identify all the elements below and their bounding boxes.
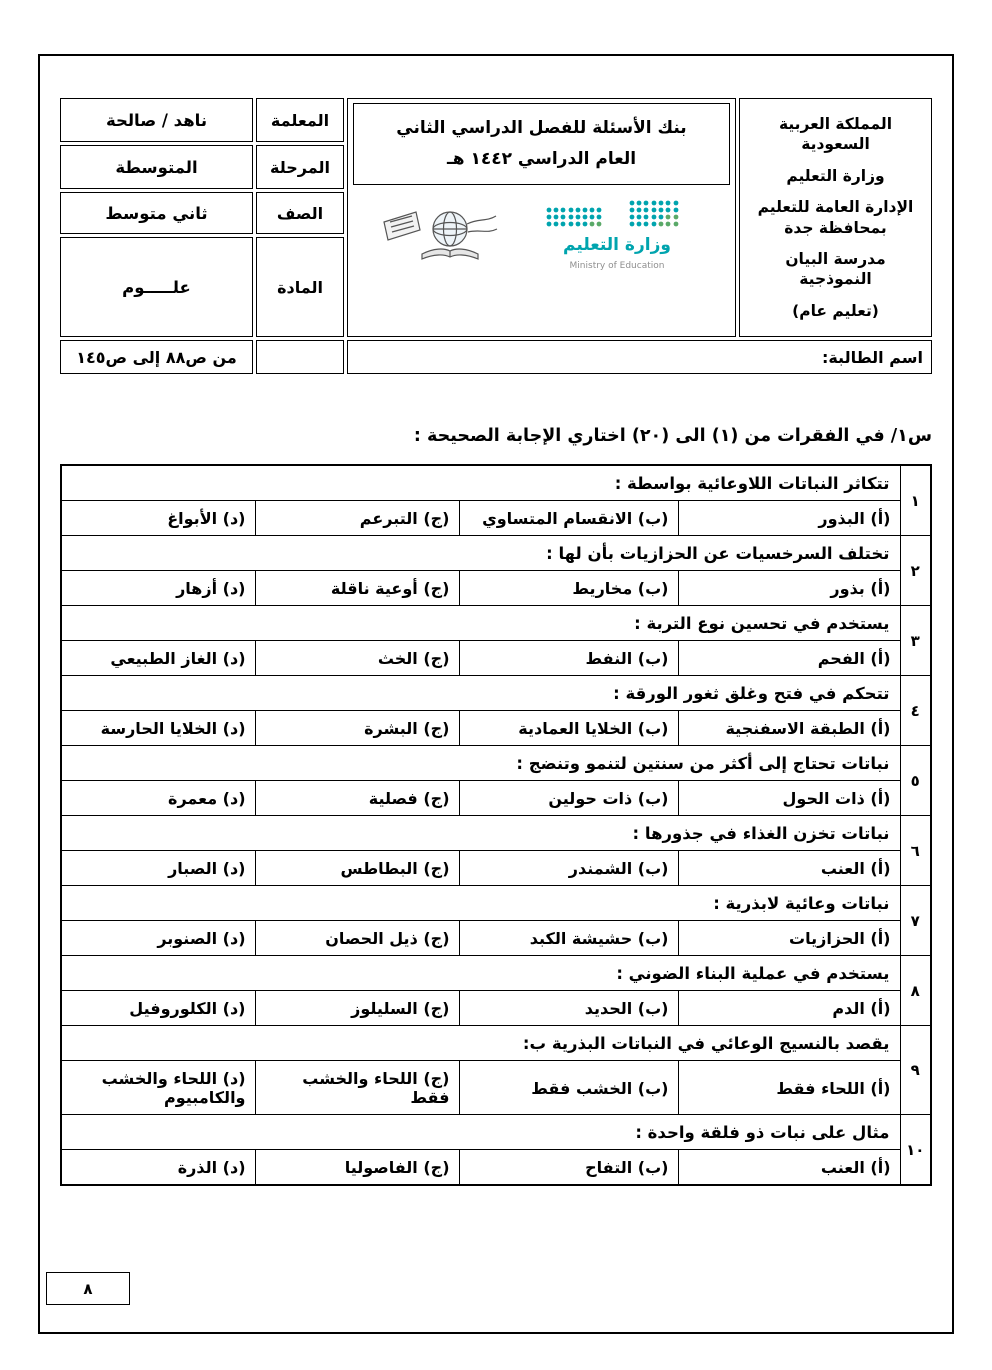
question-text: نباتات تحتاج إلى أكثر من سنتين لتنمو وتنضج : [61, 746, 900, 781]
option-c: (ج) ذيل الحصان [255, 921, 459, 956]
option-b: (ب) النفط [459, 641, 678, 676]
options-row [61, 711, 931, 746]
question-text: تتحكم في فتح وغلق ثغور الورقة : [61, 676, 900, 711]
option-b: (ب) الشمندر [459, 851, 678, 886]
question-text: نباتات تخزن الغذاء في جذورها : [61, 816, 900, 851]
option-d: (د) معمرة [61, 781, 255, 816]
option-a: (أ) الحزازيات [678, 921, 900, 956]
question-number: ٢ [900, 536, 931, 606]
moe-logo-english-text: Ministry of Education [569, 261, 665, 272]
option-b: (ب) التفاح [459, 1150, 678, 1186]
option-a: (أ) الدم [678, 991, 900, 1026]
question-number: ٧ [900, 886, 931, 956]
question-number: ٣ [900, 606, 931, 676]
field-value-stage: المتوسطة [60, 145, 253, 189]
option-d: (د) الصنوبر [61, 921, 255, 956]
student-name-label: اسم الطالبة: [347, 340, 932, 374]
options-row [61, 781, 931, 816]
options-row [61, 991, 931, 1026]
option-c: (ج) فصلية [255, 781, 459, 816]
question-text: مثال على نبات ذو فلقة واحدة : [61, 1115, 900, 1150]
question-text: تختلف السرخسيات عن الحزازيات بأن لها : [61, 536, 900, 571]
title-and-logos-cell [347, 98, 736, 337]
option-d: (د) الذرة [61, 1150, 255, 1186]
option-a: (أ) العنب [678, 1150, 900, 1186]
question-text: نباتات وعائية لابذرية : [61, 886, 900, 921]
option-a: (أ) ذات الحول [678, 781, 900, 816]
page-number: ٨ [83, 1279, 93, 1298]
options-row [61, 1150, 931, 1186]
option-d: (د) أزهار [61, 571, 255, 606]
options-row [61, 501, 931, 536]
option-c: (ج) السليلوز [255, 991, 459, 1026]
page-number-box [46, 1272, 130, 1305]
field-label-stage: المرحلة [256, 145, 344, 189]
question-number: ٨ [900, 956, 931, 1026]
exam-title-box [353, 103, 730, 185]
moe-logo-arabic-text: وزارة التعليم [563, 235, 671, 256]
option-b: (ب) الحديد [459, 991, 678, 1026]
question-number: ٤ [900, 676, 931, 746]
logos-row [353, 185, 730, 277]
field-label-teacher: المعلمة [256, 98, 344, 142]
question-row [61, 816, 931, 851]
exam-title: بنك الأسئلة للفصل الدراسي الثاني [396, 118, 687, 138]
document-content [60, 98, 932, 1186]
question-number: ٩ [900, 1026, 931, 1115]
option-d: (د) الكلوروفيل [61, 991, 255, 1026]
question-row [61, 676, 931, 711]
question-text: يستخدم في تحسين نوع التربة : [61, 606, 900, 641]
ministry-header-block [739, 98, 932, 337]
option-d: (د) الخلايا الحارسة [61, 711, 255, 746]
question-text: تتكاثر النباتات اللاوعائية بواسطة : [61, 465, 900, 501]
question-number: ١٠ [900, 1115, 931, 1186]
kingdom-line: المملكة العربية السعودية [778, 115, 893, 154]
options-row [61, 571, 931, 606]
academic-year: العام الدراسي ١٤٤٢ هـ [446, 148, 637, 169]
question-number: ٦ [900, 816, 931, 886]
question-row [61, 536, 931, 571]
option-d: (د) اللحاء والخشب والكامبيوم [61, 1061, 255, 1115]
document-header [60, 98, 932, 374]
option-a: (أ) اللحاء فقط [678, 1061, 900, 1115]
option-b: (ب) ذات حولين [459, 781, 678, 816]
option-a: (أ) البذور [678, 501, 900, 536]
empty-cell [256, 340, 344, 374]
question-number: ١ [900, 465, 931, 536]
option-c: (ج) الفاصوليا [255, 1150, 459, 1186]
ministry-line: وزارة التعليم [786, 166, 885, 185]
question-row [61, 956, 931, 991]
school-logo [382, 202, 508, 272]
option-d: (د) الصبار [61, 851, 255, 886]
question-instruction: س١/ في الفقرات من (١) الى (٢٠) اختاري الإجابة الصحيحة : [413, 426, 932, 446]
question-row [61, 465, 931, 501]
field-label-subject: المادة [256, 237, 344, 337]
option-b: (ب) الخشب فقط [459, 1061, 678, 1115]
field-value-teacher: ناهد / صالحة [60, 98, 253, 142]
option-c: (ج) البشرة [255, 711, 459, 746]
question-number: ٥ [900, 746, 931, 816]
question-text: يقصد بالنسيج الوعائي في النباتات البذرية ب: [61, 1026, 900, 1061]
option-c: (ج) الخث [255, 641, 459, 676]
option-b: (ب) الانقسام المتساوي [459, 501, 678, 536]
option-a: (أ) الفحم [678, 641, 900, 676]
option-c: (ج) أوعية ناقلة [255, 571, 459, 606]
education-type-line: (تعليم عام) [792, 301, 879, 320]
question-row [61, 1026, 931, 1061]
option-d: (د) الغاز الطبيعي [61, 641, 255, 676]
question-row [61, 746, 931, 781]
options-row [61, 641, 931, 676]
question-row [61, 606, 931, 641]
options-row [61, 1061, 931, 1115]
question-row [61, 886, 931, 921]
option-b: (ب) الخلايا العمادية [459, 711, 678, 746]
option-a: (أ) العنب [678, 851, 900, 886]
pages-range: من ص٨٨ إلى ص١٤٥ [60, 340, 253, 374]
option-d: (د) الأبواغ [61, 501, 255, 536]
question-text: يستخدم في عملية البناء الضوني : [61, 956, 900, 991]
school-line: مدرسة البيان النموذجية [785, 249, 886, 289]
administration-line: الإدارة العامة للتعليم بمحافظة جدة [757, 198, 914, 237]
moe-logo [533, 197, 701, 277]
option-c: (ج) البطاطس [255, 851, 459, 886]
options-row [61, 851, 931, 886]
field-label-grade: الصف [256, 192, 344, 234]
options-row [61, 921, 931, 956]
question-row [61, 1115, 931, 1150]
questions-table [60, 464, 932, 1186]
option-b: (ب) حشيشة الكبد [459, 921, 678, 956]
option-a: (أ) بذور [678, 571, 900, 606]
field-value-subject: علـــــوم [60, 237, 253, 337]
option-a: (أ) الطبقة الاسفنجية [678, 711, 900, 746]
option-b: (ب) مخاريط [459, 571, 678, 606]
option-c: (ج) التبرعم [255, 501, 459, 536]
option-c: (ج) اللحاء والخشب فقط [255, 1061, 459, 1115]
field-value-grade: ثاني متوسط [60, 192, 253, 234]
